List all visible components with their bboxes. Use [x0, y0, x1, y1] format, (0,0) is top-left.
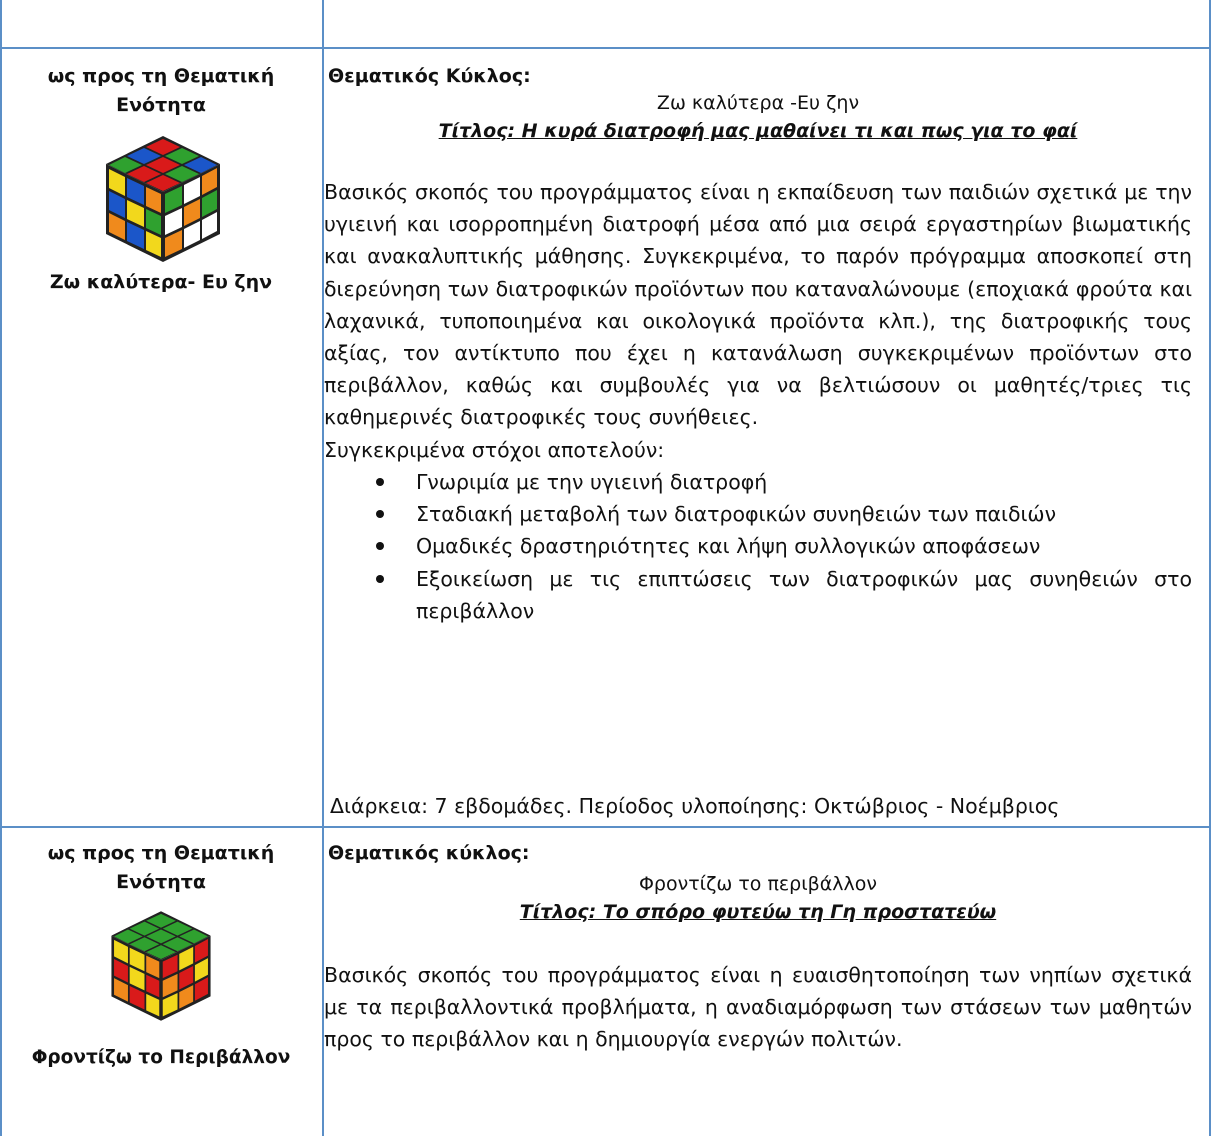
row1-content-cell: [324, 62, 1192, 628]
list-item: Σταδιακή μεταβολή των διατροφικών συνηθειών των παιδιών: [324, 498, 1192, 530]
list-item: Ομαδικές δραστηριότητες και λήψη συλλογικών αποφάσεων: [324, 530, 1192, 562]
row2-label-cell: [0, 839, 322, 897]
bullet-icon: [376, 575, 384, 583]
row1-heading: Θεματικός Κύκλος:: [328, 65, 531, 87]
row1-goals-list: [324, 466, 1192, 628]
row1-label-bottom-cell: [0, 268, 322, 297]
row1-theme: Ζω καλύτερα -Ευ ζην: [656, 92, 860, 114]
row-divider-top: [0, 47, 1211, 49]
bullet-icon: [376, 478, 384, 486]
row2-theme: Φροντίζω το περιβάλλον: [638, 873, 878, 895]
row2-paragraph: Βασικός σκοπός του προγράμματος είναι η ευαισθητοποίηση των νηπίων σχετικά με τα περιβαλλοντικά προβλήματα, η αναδιαμόρφωση των στάσεων των μαθητών προς το περιβάλλον και η δημιουργία ενεργών πολιτών.: [324, 963, 1192, 1052]
row2-label-top: ως προς τη Θεματική Ενότητα: [47, 842, 275, 893]
row1-label-cell: [0, 62, 322, 120]
bullet-icon: [376, 542, 384, 550]
left-border: [0, 0, 2, 1136]
row2-heading: Θεματικός κύκλος:: [328, 842, 530, 864]
row2-label-bottom-cell: [0, 1043, 322, 1072]
bullet-icon: [376, 510, 384, 518]
rubiks-cube-icon: [96, 130, 230, 268]
list-item: Εξοικείωση με τις επιπτώσεις των διατροφικών μας συνηθειών στο περιβάλλον: [324, 563, 1192, 628]
row2-label-bottom: Φροντίζω το Περιβάλλον: [31, 1047, 291, 1068]
row1-title: Τίτλος: Η κυρά διατροφή μας μαθαίνει τι και πως για το φαί: [438, 120, 1078, 142]
row2-content-cell: [324, 839, 1192, 1056]
row1-goals-intro: Συγκεκριμένα στόχοι αποτελούν:: [324, 437, 665, 462]
row1-paragraph: Βασικός σκοπός του προγράμματος είναι η εκπαίδευση των παιδιών σχετικά με την υγιεινή και ισορροπημένη διατροφή μέσα από μια σειρά εργαστηρίων βιωματικής και ανακαλυπτικής μάθησης. Συγκεκριμένα, το παρόν πρόγραμμα αποσκοπεί στη διερεύνηση των διατροφικών προϊόντων που καταναλώνουμε (εποχιακά φρούτα και λαχανικά, τυποποιημένα και οικολογικά προϊόντα κλπ.), της διατροφικής τους αξίας, τον αντίκτυπο που έχει η κατανάλωση συγκεκριμένων προϊόντων στο περιβάλλον, καθώς και συμβουλές για να βελτιώσουν οι μαθητές/τριες τις καθημερινές διατροφικές τους συνήθειες.: [324, 180, 1192, 430]
list-item: Γνωριμία με την υγιεινή διατροφή: [324, 466, 1192, 498]
row-divider-middle: [0, 826, 1211, 828]
rubiks-cube-icon: [101, 906, 221, 1026]
row1-label-top: ως προς τη Θεματική Ενότητα: [47, 65, 275, 116]
row1-label-bottom: Ζω καλύτερα- Ευ ζην: [49, 271, 273, 293]
row2-title: Τίτλος: Το σπόρο φυτεύω τη Γη προστατεύω: [519, 901, 997, 923]
row1-duration: Διάρκεια: 7 εβδομάδες. Περίοδος υλοποίησης: Οκτώβριος - Νοέμβριος: [330, 794, 1060, 818]
